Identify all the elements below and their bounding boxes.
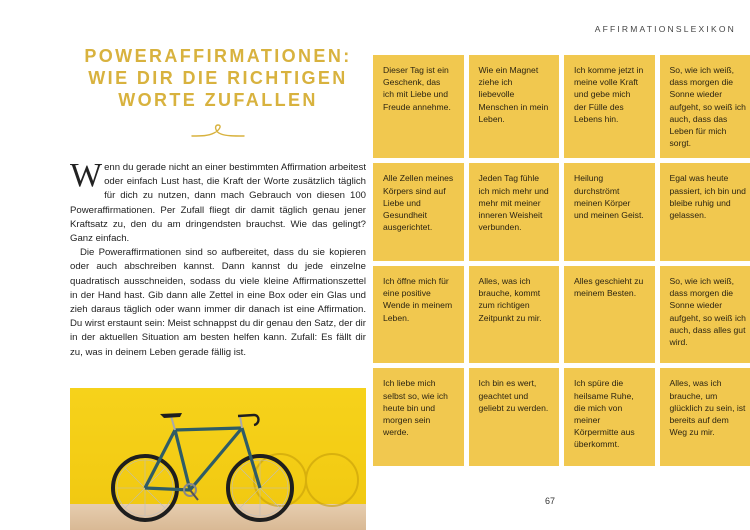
title-line-2: WIE DIR DIE RICHTIGEN [88, 68, 348, 88]
affirmation-card-6: Jeden Tag fühle ich mich mehr und mehr mit meiner inneren Weisheit verbunden. [469, 163, 560, 261]
affirmation-card-5: Alle Zellen meines Körpers sind auf Liebe und Gesundheit ausgerichtet. [373, 163, 464, 261]
affirmation-card-3: Ich komme jetzt in meine volle Kraft und gebe mich der Fülle des Lebens hin. [564, 55, 655, 158]
affirmation-card-14: Ich bin es wert, geachtet und geliebt zu werden. [469, 368, 560, 466]
affirmation-card-12: So, wie ich weiß, dass morgen die Sonne wieder aufgeht, so weiß ich auch, dass alles gut wird. [660, 266, 750, 364]
dropcap: W [70, 157, 103, 194]
paragraph-1 [70, 157, 366, 246]
affirmation-card-15: Ich spüre die heilsame Ruhe, die mich von meiner Körpermitte aus überkommt. [564, 368, 655, 466]
article-body [70, 157, 366, 360]
affirmation-card-7: Heilung durchströmt meinen Körper und meinen Geist. [564, 163, 655, 261]
affirmation-card-16: Alles, was ich brauche, um glücklich zu sein, ist bereits auf dem Weg zu mir. [660, 368, 750, 466]
affirmation-card-9: Ich öffne mich für eine positive Wende in meinem Leben. [373, 266, 464, 364]
affirmation-card-10: Alles, was ich brauche, kommt zum richtigen Zeitpunkt zu mir. [469, 266, 560, 364]
affirmation-card-1: Dieser Tag ist ein Geschenk, das ich mit Liebe und Freude annehme. [373, 55, 464, 158]
swirl-ornament-icon [188, 121, 248, 143]
section-label: AFFIRMATIONSLEXIKON [594, 24, 736, 34]
title-line-3: WORTE ZUFALLEN [118, 90, 318, 110]
paragraph-1-text: enn du gerade nicht an einer bestimmten Affirmation arbeitest oder einfach Lust hast, die Kraft der Worte zusätzlich täglich für dich zu nutzen, dann mach Gebrauch von diesen 100 Poweraffirmationen. Per Zufall fliegt dir damit täglich genau jener Kraftsatz zu, den du am dringendsten brauchst. Wie das gelingt? Ganz einfach. [70, 162, 366, 245]
affirmation-card-4: So, wie ich weiß, dass morgen die Sonne wieder aufgeht, so weiß ich auch, dass das Leben für mich sorgt. [660, 55, 750, 158]
affirmation-card-11: Alles geschieht zu meinem Besten. [564, 266, 655, 364]
affirmation-card-13: Ich liebe mich selbst so, wie ich heute bin und morgen sein werde. [373, 368, 464, 466]
article-column [70, 45, 366, 360]
page-number: 67 [545, 496, 556, 506]
article-title [70, 45, 366, 111]
affirmation-grid [373, 55, 750, 466]
bicycle-icon [70, 388, 366, 530]
bicycle-photo [70, 388, 366, 530]
affirmation-card-8: Egal was heute passiert, ich bin und bleibe ruhig und gelassen. [660, 163, 750, 261]
paragraph-2: Die Poweraffirmationen sind so aufbereitet, dass du sie kopieren oder auch abschreiben kannst. Dann kannst du jede einzelne quadratisch ausschneiden, sodass du viele kleine Affirmationszettel in der Hand hast. Gib dann alle Zettel in eine Box oder ein Glas und zieh daraus täglich oder wann immer dir danach ist eine Affirmation. Du wirst erstaunt sein: Meist schnappst du dir genau den Satz, der dir in der aktuellen Situation am besten helfen kann. Zufall: Es fällt dir zu, was in deinem Leben gerade fällig ist. [70, 247, 366, 358]
title-line-1: POWERAFFIRMATIONEN: [84, 46, 352, 66]
affirmation-card-2: Wie ein Magnet ziehe ich liebevolle Menschen in mein Leben. [469, 55, 560, 158]
